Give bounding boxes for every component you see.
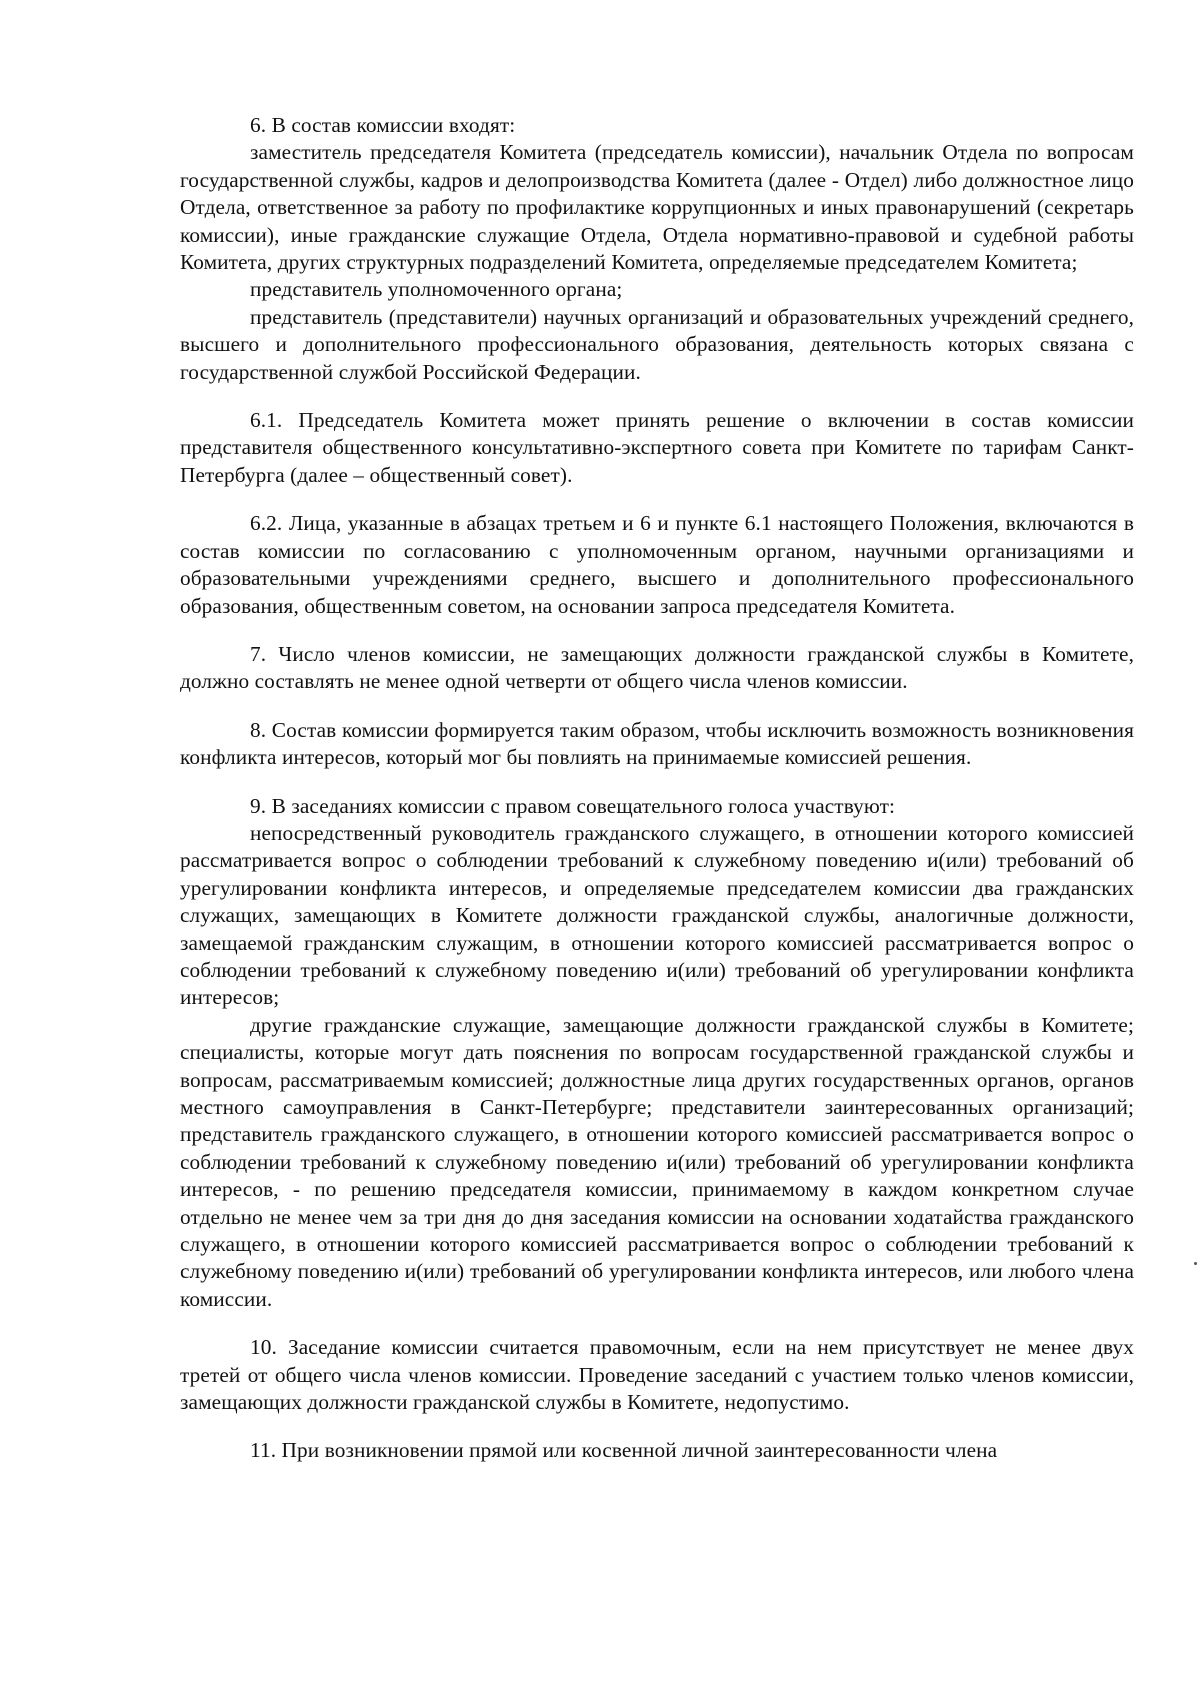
paragraph-6-scientific-representatives: представитель (представители) научных организаций и образовательных учреждений среднего, высшего и дополнительного профессионального образования, деятельность которых связана с государственной службой Российской Федерации. — [180, 304, 1134, 384]
paragraph-11: 11. При возникновении прямой или косвенной личной заинтересованности члена — [250, 1438, 998, 1463]
document-body — [180, 112, 1134, 1465]
paragraph-9-other-participants: другие гражданские служащие, замещающие должности гражданской службы в Комитете; специалисты, которые могут дать пояснения по вопросам государственной гражданской службы и вопросам, рассматриваемым комиссией; должностные лица других государственных органов, органов местного самоуправления в Санкт-Петербурге; представители заинтересованных организаций; представитель гражданского служащего, в отношении которого комиссией рассматривается вопрос о соблюдении требований к служебному поведению и(или) требований об урегулировании конфликта интересов, - по решению председателя комиссии, принимаемому в каждом конкретном случае отдельно не менее чем за три дня до дня заседания комиссии на основании ходатайства гражданского служащего, в отношении которого комиссией рассматривается вопрос о соблюдении требований к служебному поведению и(или) требований об урегулировании конфликта интересов, или любого члена комиссии. — [180, 1012, 1134, 1311]
paragraph-7: 7. Число членов комиссии, не замещающих должности гражданской службы в Комитете, должно составлять не менее одной четверти от общего числа членов комиссии. — [180, 641, 1134, 694]
paragraph-6-heading: 6. В состав комиссии входят: — [250, 113, 516, 137]
paragraph-6-deputy-chair: заместитель председателя Комитета (председатель комиссии), начальник Отдела по вопросам государственной службы, кадров и делопроизводства Комитета (далее - Отдел) либо должностное лицо Отдела, ответственное за работу по профилактике коррупционных и иных правонарушений (секретарь комиссии), иные гражданские служащие Отдела, Отдела нормативно-правовой и судебной работы Комитета, других структурных подразделений Комитета, определяемые председателем Комитета; — [180, 140, 1134, 275]
paragraph-10: 10. Заседание комиссии считается правомочным, если на нем присутствует не менее двух третей от общего числа членов комиссии. Проведение заседаний с участием только членов комиссии, замещающих должности гражданской службы в Комитете, недопустимо. — [180, 1335, 1134, 1415]
paragraph-6-1: 6.1. Председатель Комитета может принять решение о включении в состав комиссии представителя общественного консультативно-экспертного совета при Комитете по тарифам Санкт-Петербурга (далее – общественный совет). — [180, 408, 1134, 487]
paragraph-9-direct-supervisor: непосредственный руководитель гражданского служащего, в отношении которого комиссией рассматривается вопрос о соблюдении требований к служебному поведению и(или) требований об урегулировании конфликта интересов, и определяемые председателем комиссии два гражданских служащих, замещающих в Комитете должности гражданской службы, аналогичные должности, замещаемой гражданским служащим, в отношении которого комиссией рассматривается вопрос о соблюдении требований к служебному поведению и(или) требований об урегулировании конфликта интересов; — [180, 820, 1134, 1010]
paragraph-6-authorized-body: представитель уполномоченного органа; — [250, 277, 623, 302]
paragraph-9-heading: 9. В заседаниях комиссии с правом совещательного голоса участвуют: — [250, 793, 896, 818]
paragraph-8: 8. Состав комиссии формируется таким образом, чтобы исключить возможность возникновения конфликта интересов, который мог бы повлиять на принимаемые комиссией решения. — [180, 717, 1134, 770]
paragraph-6-2: 6.2. Лица, указанные в абзацах третьем и 6 и пункте 6.1 настоящего Положения, включаются в состав комиссии по согласованию с уполномоченным органом, научными организациями и образовательными учреждениями среднего, высшего и дополнительного профессионального образования, общественным советом, на основании запроса председателя Комитета. — [180, 511, 1134, 618]
scan-artifact-dot — [1194, 1262, 1197, 1265]
